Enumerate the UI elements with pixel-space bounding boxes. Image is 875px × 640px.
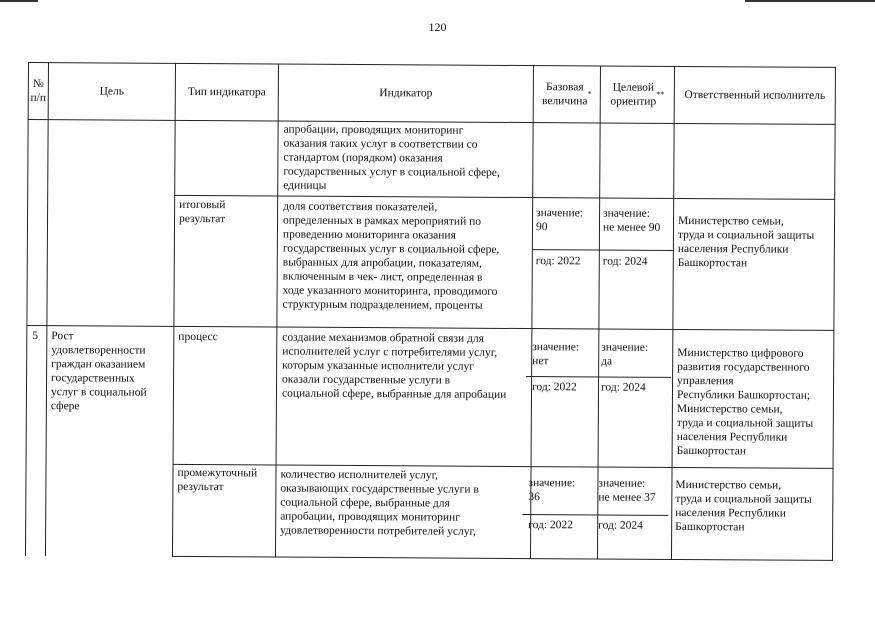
page-number: 120 (428, 20, 447, 34)
scan-edge-mark-left (0, 0, 38, 2)
header-indicator-type: Тип индикатора (187, 85, 266, 99)
row3-goal: Рост удовлетворенности граждан оказанием государственных услуг в социальной сфере (50, 330, 147, 413)
row3-target-year: год: 2024 (600, 381, 646, 394)
header-responsible: Ответственный исполнитель (684, 89, 826, 102)
row2-base-year: год: 2022 (535, 255, 581, 268)
row2-base-value: значение: 90 (535, 207, 583, 234)
indicator-table (25, 62, 836, 561)
row4-base-value: значение: 36 (528, 477, 576, 504)
row4-mid-line (522, 514, 668, 516)
row4-base-year: год: 2022 (528, 519, 573, 532)
header-base-value (534, 66, 600, 122)
header-indicator: Индикатор (379, 87, 433, 100)
row2-target-value: значение: не менее 90 (602, 207, 661, 234)
header-base-label: Базовая величина (541, 81, 588, 108)
row4-target-year: год: 2024 (598, 519, 643, 532)
scan-edge-mark-right (745, 0, 875, 2)
row3-base-year: год: 2022 (531, 381, 577, 394)
row4-target-value: значение: не менее 37 (598, 477, 656, 504)
row3-responsible: Министерство цифрового развития государственного управления Республики Башкортостан; Министерство семьи, труда и социальной защиты населения Республики Башкортостан (676, 346, 814, 458)
col-goal-line (45, 62, 49, 556)
table-border-left (25, 62, 29, 556)
row2-mid-line (532, 249, 673, 251)
row3-target-value: значение: да (601, 341, 649, 368)
row3-base-value: значение: нет (532, 341, 580, 368)
row2-target-year: год: 2024 (602, 255, 648, 268)
row2-type: итоговый результат (179, 198, 226, 226)
header-target (601, 67, 674, 123)
row3-num: 5 (32, 330, 39, 343)
row3-type: процесс (178, 330, 218, 344)
row2-indicator: доля соответствия показателей, определенных в рамках мероприятий по проведению мониторинга оказания государственных услуг в социальной сфере, выбранных для апробации, показателям, включенным в чек- лист, определенная в ходе указанного мониторинга, проводимого структурным подразделением, проценты (282, 200, 500, 312)
header-goal: Цель (99, 85, 125, 98)
row3-indicator: создание механизмов обратной связи для исполнителей услуг с потребителями услуг, которым указанные исполнители услуг оказали государственные услуги в социальной сфере, выбранные для апробации (281, 331, 507, 401)
row4-type: промежуточный результат (177, 466, 258, 494)
col-indicator-line (275, 64, 279, 558)
header-target-label: Целевой ориентир (610, 81, 657, 108)
col-type-line (172, 63, 176, 557)
col-responsible-line (671, 66, 675, 560)
header-num: № п/п (30, 78, 47, 105)
row1-indicator: апробации, проводящих мониторинг оказания таких услуг в соответствии со стандартом (порядком) оказания государственных услуг в социальной сфере, единицы (283, 123, 500, 192)
row4-indicator: количество исполнителей услуг, оказывающих государственные услуги в социальной сфере, выбранные для апробации, проводящих мониторинг удовлетворенности потребителей услуг, (280, 468, 479, 538)
row2-responsible: Министерство семьи, труда и социальной защиты населения Республики Башкортостан (677, 214, 815, 270)
table-border-right (832, 67, 836, 561)
row4-responsible: Министерство семьи, труда и социальной защиты населения Республики Башкортостан (675, 478, 812, 534)
